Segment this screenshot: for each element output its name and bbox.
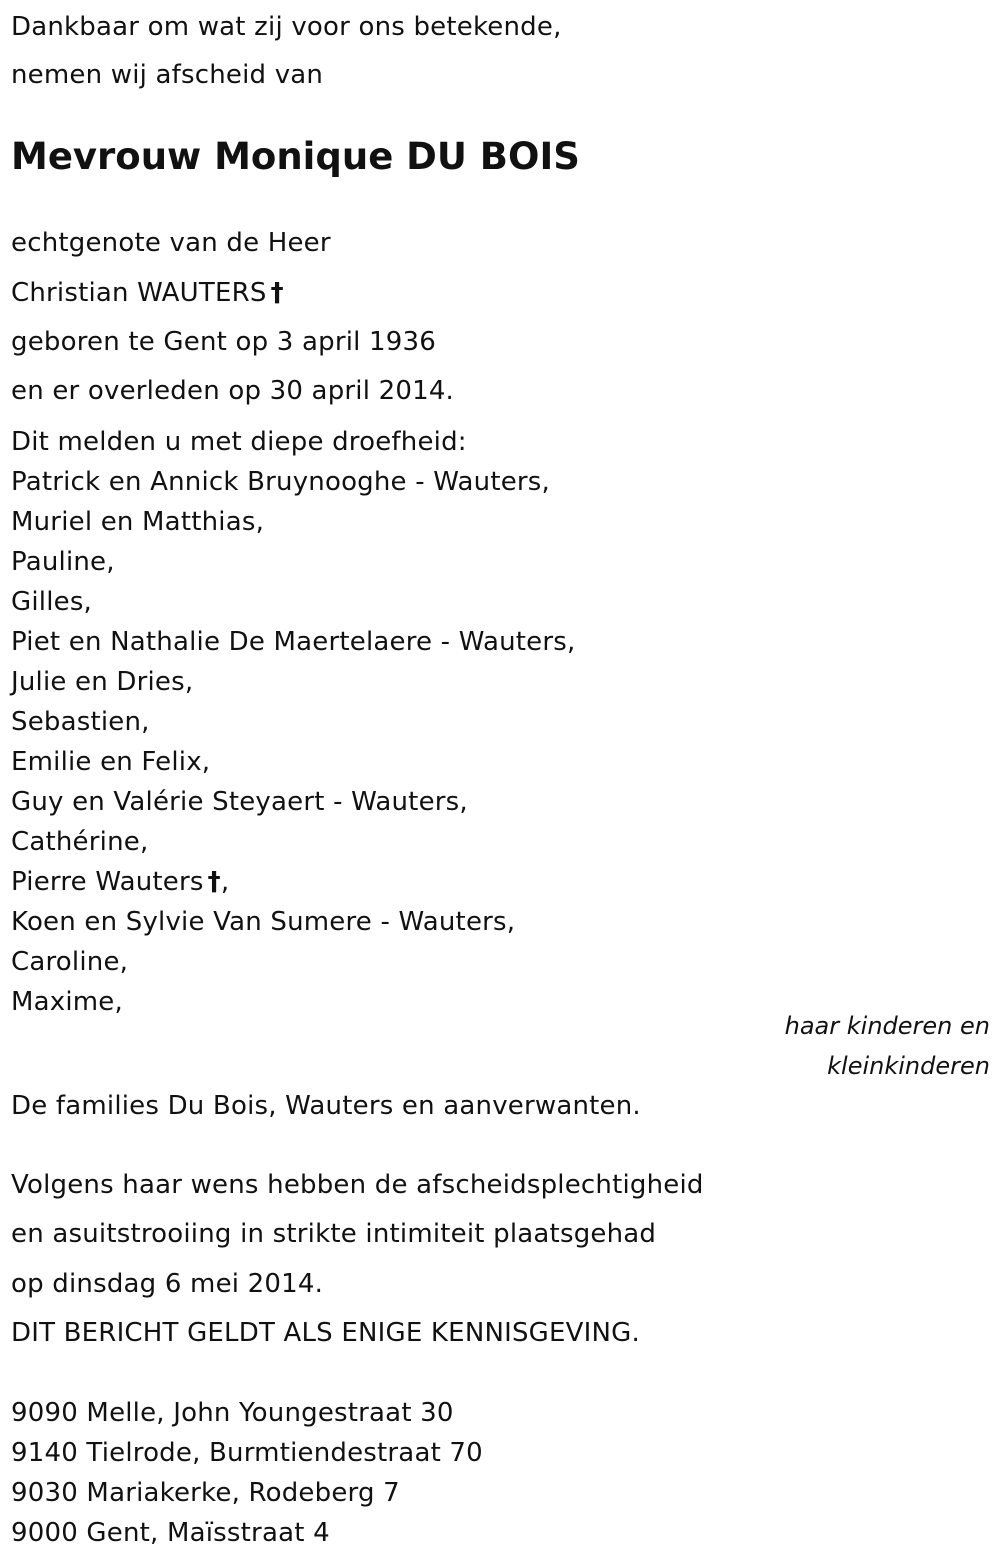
address-line: 9140 Tielrode, Burmtiendestraat 70 [11,1438,483,1468]
comma: , [220,867,230,897]
spouse-name: Christian WAUTERS [11,278,267,308]
relation-line-1: haar kinderen en [784,1012,990,1040]
address-line: 9090 Melle, John Youngestraat 30 [11,1398,454,1428]
announcement-line: Dit melden u met diepe droefheid: [11,427,467,457]
intro-line-1: Dankbaar om wat zij voor ons betekende, [11,12,562,42]
spouse-line: echtgenote van de Heer [11,228,331,258]
cross-icon: † [270,278,284,308]
intro-line-2: nemen wij afscheid van [11,60,324,90]
ceremony-line-1: Volgens haar wens hebben de afscheidsplechtigheid [11,1170,704,1200]
address-line: 9000 Gent, Maïsstraat 4 [11,1518,330,1548]
family-member: Pauline, [11,547,115,577]
family-member-name: Pierre Wauters [11,867,204,897]
address-line: 9030 Mariakerke, Rodeberg 7 [11,1478,400,1508]
cross-icon: † [207,867,221,897]
family-member: Cathérine, [11,827,149,857]
notice-line: DIT BERICHT GELDT ALS ENIGE KENNISGEVING. [11,1318,640,1348]
spouse-name-line [11,276,284,310]
family-member: Piet en Nathalie De Maertelaere - Wauters, [11,627,576,657]
family-member: Sebastien, [11,707,150,737]
family-member: Julie en Dries, [11,667,194,697]
deceased-name: Mevrouw Monique DU BOIS [11,135,580,178]
families-line: De families Du Bois, Wauters en aanverwanten. [11,1091,641,1121]
ceremony-line-2: en asuitstrooiing in strikte intimiteit plaatsgehad [11,1219,657,1249]
family-member: Caroline, [11,947,129,977]
family-member: Koen en Sylvie Van Sumere - Wauters, [11,907,516,937]
birth-line: geboren te Gent op 3 april 1936 [11,327,436,357]
ceremony-line-3: op dinsdag 6 mei 2014. [11,1269,324,1299]
family-member: Maxime, [11,987,123,1017]
death-line: en er overleden op 30 april 2014. [11,376,455,406]
family-member: Gilles, [11,587,93,617]
family-member-pierre [11,865,229,899]
family-member: Guy en Valérie Steyaert - Wauters, [11,787,468,817]
relation-line-2: kleinkinderen [827,1052,990,1080]
family-member: Emilie en Felix, [11,747,211,777]
family-member: Patrick en Annick Bruynooghe - Wauters, [11,467,551,497]
family-member: Muriel en Matthias, [11,507,265,537]
